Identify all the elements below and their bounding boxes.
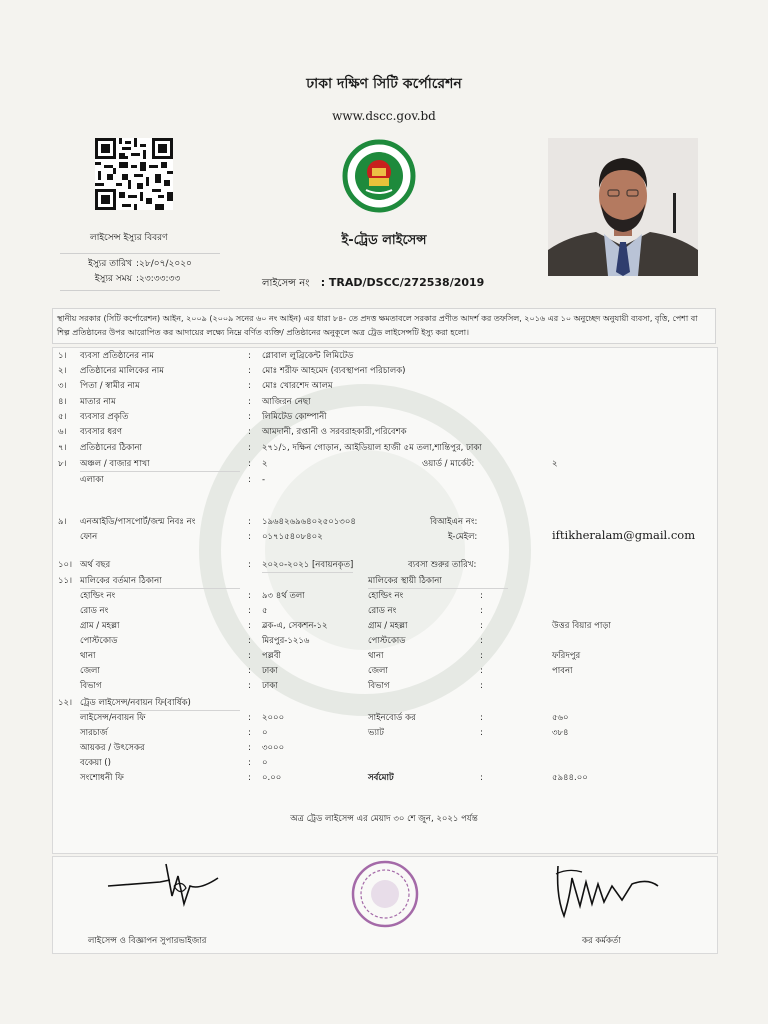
area-value: - <box>262 475 266 485</box>
validity-note: অত্র ট্রেড লাইসেন্স এর মেয়াদ ৩০ শে জুন, ২০২১ পর্যন্ত <box>290 814 478 824</box>
issue-time-value: :২৩:৩৩:৩৩ <box>136 274 181 284</box>
permanent-address-label: মালিকের স্থায়ী ঠিকানা <box>368 575 508 589</box>
addr-row-value: ব্লক-এ, সেকশন-১২ <box>262 621 328 631</box>
colon: : <box>480 773 483 783</box>
addr2-row-value: পাবনা <box>552 666 573 676</box>
colon: : <box>248 758 251 768</box>
colon: : <box>248 713 251 723</box>
owner-photo <box>548 138 698 276</box>
colon: : <box>248 381 251 391</box>
colon: : <box>248 475 251 485</box>
colon: : <box>248 351 251 361</box>
fee-row-label: সারচার্জ <box>80 728 108 738</box>
fee-row-value: ০ <box>262 728 268 738</box>
fee2-row-label: সাইনবোর্ড কর <box>368 713 416 723</box>
field-4-num: ৪। <box>58 397 67 407</box>
nid-label: এনআইডি/পাসপোর্ট/জন্ম নিবঃ নং <box>80 517 196 527</box>
issue-details-label: লাইসেন্স ইস্যুর বিবরণ <box>90 233 168 243</box>
addr-row-value: মিরপুর-১২১৬ <box>262 636 310 646</box>
ward-value: ২ <box>552 459 558 469</box>
supervisor-signature-label: লাইসেন্স ও বিজ্ঞাপন সুপারভাইজার <box>88 936 207 946</box>
fee-row-value: ০ <box>262 758 268 768</box>
total-value: ৫৯৪৪.০০ <box>552 773 588 783</box>
addr-row-value: পল্লবী <box>262 651 281 661</box>
email-value: iftikheralam@gmail.com <box>552 528 696 542</box>
addr-row-label: জেলা <box>80 666 100 676</box>
field-1-value: গ্লোবাল লুব্রিকেন্ট লিমিটেড <box>262 351 354 361</box>
phone-value: ০১৭১৫৪০৮৪০২ <box>262 532 323 542</box>
colon: : <box>248 773 251 783</box>
issue-date-row <box>60 257 220 272</box>
nid-num: ৯। <box>58 517 67 527</box>
fee-row-value: ২০০০ <box>262 713 285 723</box>
addr-row-value: ৫ <box>262 606 268 616</box>
addr-row-label: হোল্ডিং নং <box>80 591 116 601</box>
colon: : <box>480 651 483 661</box>
fee-row-value: ৩০০০ <box>262 743 285 753</box>
addr2-row-label: থানা <box>368 651 384 661</box>
colon: : <box>248 606 251 616</box>
addr2-row-value: উত্তর বিয়ার পাড়া <box>552 621 611 631</box>
e-trade-license-heading: ই-ট্রেড লাইসেন্স <box>341 233 427 248</box>
zone-num: ৮। <box>58 459 67 469</box>
fiscal-value: ২০২০-২০২১ [নবায়নকৃত] <box>262 559 353 573</box>
present-address-label: মালিকের বর্তমান ঠিকানা <box>80 575 240 589</box>
colon: : <box>248 443 251 453</box>
field-7-label: প্রতিষ্ঠানের ঠিকানা <box>80 443 142 453</box>
addr2-row-label: পোস্টকোড <box>368 636 406 646</box>
colon: : <box>248 666 251 676</box>
nid-value: ১৯৬৪২৬৯৬৪০২৫০১৩০৪ <box>262 517 356 527</box>
addr-row-label: গ্রাম / মহল্লা <box>80 621 120 631</box>
addr2-row-label: হোল্ডিং নং <box>368 591 404 601</box>
addr2-row-label: বিভাগ <box>368 681 390 691</box>
fees-label: ট্রেড লাইসেন্স/নবায়ন ফি(বার্ষিক) <box>80 697 240 711</box>
field-3-value: মোঃ খোরশেদ আলম <box>262 381 333 391</box>
zone-label: অঞ্চল / বাজার শাখা <box>80 458 240 472</box>
colon: : <box>480 591 483 601</box>
colon: : <box>480 636 483 646</box>
colon: : <box>248 560 251 570</box>
field-5-num: ৫। <box>58 412 67 422</box>
addr2-row-value: ফরিদপুর <box>552 651 581 661</box>
license-number-row <box>262 276 484 293</box>
total-label: সর্বমোট <box>368 773 394 783</box>
business-start-label: ব্যবসা শুরুর তারিখ: <box>408 560 477 570</box>
field-4-value: আজিরন নেছা <box>262 397 311 407</box>
field-2-num: ২। <box>58 366 67 376</box>
field-2-value: মোঃ শরীফ আহমেদ (ব্যবস্থাপনা পরিচালক) <box>262 366 406 376</box>
area-label: এলাকা <box>80 475 104 485</box>
addr-row-label: বিভাগ <box>80 681 102 691</box>
field-6-label: ব্যবসার ধরণ <box>80 427 122 437</box>
fee-row-label: সংশোধনী ফি <box>80 773 124 783</box>
fiscal-label: অর্থ বছর <box>80 560 111 570</box>
colon: : <box>248 651 251 661</box>
ward-label: ওয়ার্ড / মার্কেট: <box>422 459 475 469</box>
field-3-label: পিতা / স্বামীর নাম <box>80 381 140 391</box>
official-stamp <box>348 858 422 930</box>
field-4-label: মাতার নাম <box>80 397 116 407</box>
zone-value: ২ <box>262 459 268 469</box>
fee-row-value: ০.০০ <box>262 773 282 783</box>
colon: : <box>248 532 251 542</box>
colon: : <box>480 621 483 631</box>
license-number-value: : TRAD/DSCC/272538/2019 <box>320 276 485 289</box>
field-2-label: প্রতিষ্ঠানের মালিকের নাম <box>80 366 164 376</box>
addr-row-label: থানা <box>80 651 96 661</box>
field-6-value: আমদানী, রপ্তানী ও সরবরাহকারী,পরিবেশক <box>262 427 407 437</box>
corporation-title: ঢাকা দক্ষিণ সিটি কর্পোরেশন <box>306 76 462 92</box>
fiscal-num: ১০। <box>58 560 73 570</box>
fee2-row-label: ভ্যাট <box>368 728 384 738</box>
colon: : <box>248 621 251 631</box>
addr-row-value: ঢাকা <box>262 681 278 691</box>
addr-row-label: রোড নং <box>80 606 109 616</box>
tax-officer-signature <box>552 856 662 930</box>
colon: : <box>480 666 483 676</box>
colon: : <box>480 713 483 723</box>
fee-row-label: আয়কর / উৎসেকর <box>80 743 145 753</box>
field-1-label: ব্যবসা প্রতিষ্ঠানের নাম <box>80 351 154 361</box>
fees-num: ১২। <box>58 698 73 708</box>
fee2-row-value: ৫৬০ <box>552 713 569 723</box>
fee2-row-value: ৩৮৪ <box>552 728 569 738</box>
tax-officer-signature-label: কর কর্মকর্তা <box>582 936 621 946</box>
field-3-num: ৩। <box>58 381 67 391</box>
addr2-row-label: গ্রাম / মহল্লা <box>368 621 408 631</box>
colon: : <box>248 517 251 527</box>
bin-label: বিআইএন নং: <box>430 517 478 527</box>
colon: : <box>248 591 251 601</box>
preamble-text: স্থানীয় সরকার (সিটি কর্পোরেশন) আইন, ২০০৯ (২০০৯ সনের ৬০ নং আইন) এর ধারা ৮৪- তে প্রদত্ত ক্ষমতাবলে সরকার প্রণীত আদর্শ কর তফসিল, ২০১৬ এর ১০ অনুচ্ছেদ অনুযায়ী ব্যবসা, বৃত্তি, পেশা বা শিল্প প্রতিষ্ঠানের উপর আরোপিত কর আদায়ের লক্ষ্যে নিম্নে বর্ণিত ব্যক্তি/ প্রতিষ্ঠানের অনুকূলে অত্র ট্রেড লাইসেন্সটি ইস্যু করা হলো। <box>52 308 716 344</box>
colon: : <box>248 636 251 646</box>
colon: : <box>480 606 483 616</box>
field-1-num: ১। <box>58 351 67 361</box>
qr-code <box>95 138 173 210</box>
issue-time-row <box>60 272 220 287</box>
email-label: ই-মেইল: <box>448 532 478 542</box>
addr-row-value: ঢাকা <box>262 666 278 676</box>
license-number-label: লাইসেন্স নং <box>262 278 310 289</box>
colon: : <box>248 681 251 691</box>
colon: : <box>248 459 251 469</box>
addr-row-value: ৯৩ ৪র্থ তলা <box>262 591 305 601</box>
colon: : <box>480 728 483 738</box>
fee-row-label: লাইসেন্স/নবায়ন ফি <box>80 713 146 723</box>
dscc-seal-logo <box>336 138 422 214</box>
field-7-value: ২৭১/১, দক্ষিন গোড়ান, আইডিয়াল হাজী ৫ম তলা,শান্তিপুর, ঢাকা <box>262 443 482 453</box>
addr2-row-label: রোড নং <box>368 606 397 616</box>
colon: : <box>248 397 251 407</box>
issue-time-label: ইস্যুর সময় <box>94 274 132 284</box>
website-url: www.dscc.gov.bd <box>332 109 436 123</box>
addr-row-label: পোস্টকোড <box>80 636 118 646</box>
colon: : <box>248 427 251 437</box>
addr2-row-label: জেলা <box>368 666 388 676</box>
field-7-num: ৭। <box>58 443 67 453</box>
issue-date-value: :২৮/০৭/২০২০ <box>136 259 192 269</box>
colon: : <box>248 412 251 422</box>
phone-label: ফোন <box>80 532 98 542</box>
colon: : <box>248 728 251 738</box>
issue-details-box <box>60 253 220 291</box>
fee-row-label: বকেয়া () <box>80 758 111 768</box>
colon: : <box>248 743 251 753</box>
field-5-label: ব্যবসার প্রকৃতি <box>80 412 129 422</box>
supervisor-signature <box>100 856 230 922</box>
colon: : <box>248 366 251 376</box>
issue-date-label: ইস্যুর তারিখ <box>88 259 132 269</box>
colon: : <box>480 681 483 691</box>
field-5-value: লিমিটেড কোম্পানী <box>262 412 327 422</box>
address-num: ১১। <box>58 576 73 586</box>
field-6-num: ৬। <box>58 427 67 437</box>
